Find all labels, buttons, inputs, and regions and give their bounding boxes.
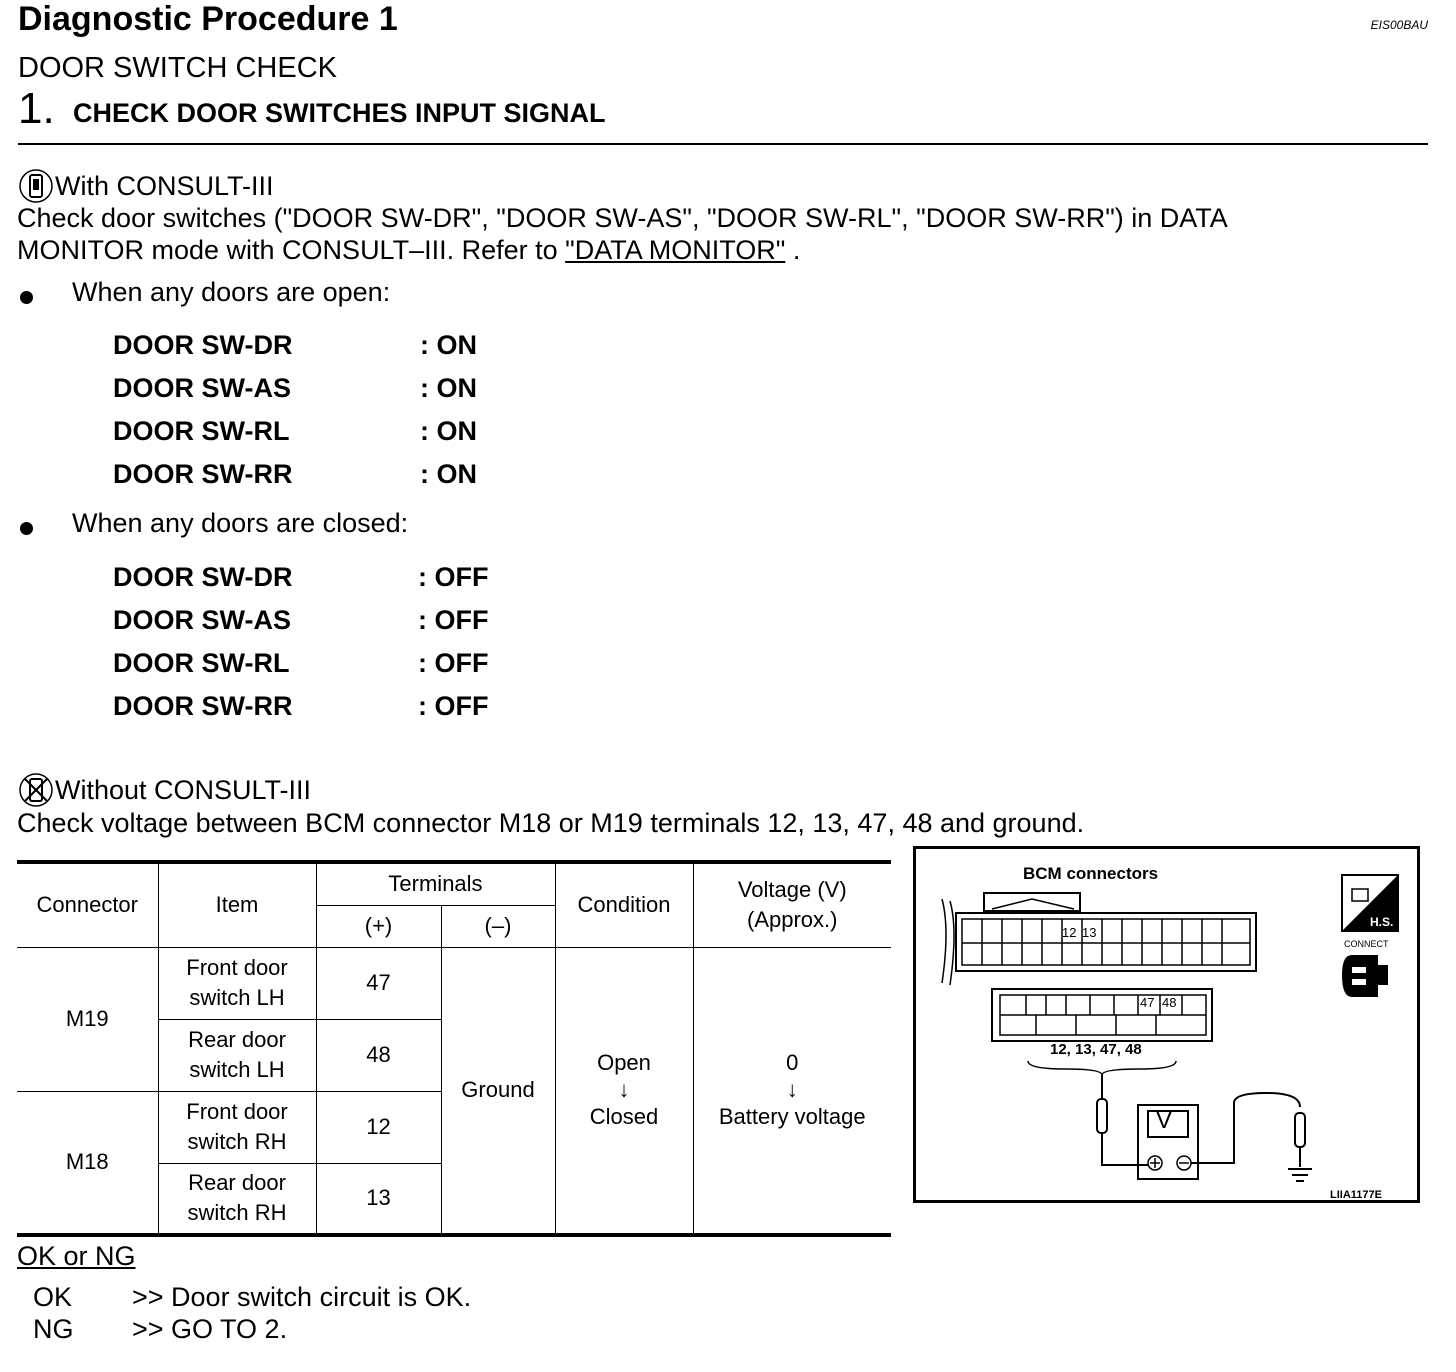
plus-cell: 13 [316, 1163, 441, 1235]
pin-label-47: 47 [1140, 995, 1155, 1010]
pin-label-12: 12 [1062, 925, 1077, 940]
header-voltage [693, 862, 891, 947]
header-condition: Condition [555, 862, 693, 947]
connector-diagram [916, 849, 1417, 1200]
header-minus: (–) [441, 905, 555, 947]
condition-closed: Closed [589, 1104, 659, 1130]
open-item-value: : ON [420, 459, 477, 489]
open-item-name: DOOR SW-RR [113, 459, 293, 489]
section-subtitle: DOOR SWITCH CHECK [18, 52, 337, 84]
bullet [20, 291, 33, 304]
open-heading: When any doors are open: [72, 277, 391, 307]
plus-cell: 47 [316, 947, 441, 1019]
open-item-value: : ON [420, 373, 477, 403]
connect-label: CONNECT [1344, 939, 1389, 949]
closed-heading: When any doors are closed: [72, 508, 409, 538]
closed-item-name: DOOR SW-RL [113, 648, 290, 678]
item-cell [158, 947, 316, 1019]
closed-item-name: DOOR SW-DR [113, 562, 293, 592]
header-voltage-line2: (Approx.) [747, 907, 838, 933]
open-item-name: DOOR SW-DR [113, 330, 293, 360]
consult-instruction-line2 [17, 235, 800, 266]
item-cell [158, 1163, 316, 1235]
plus-cell: 12 [316, 1091, 441, 1163]
item-line1: Front door [186, 1099, 288, 1124]
voltmeter-label: V [1156, 1107, 1173, 1134]
instruction-text: MONITOR mode with CONSULT–III. Refer to [17, 235, 566, 265]
consult-icon [18, 168, 54, 204]
connector-cell: M19 [17, 947, 158, 1091]
item-cell [158, 1019, 316, 1091]
figure-code: LIIA1177E [1330, 1189, 1382, 1201]
ok-key: OK [33, 1282, 73, 1312]
item-line1: Front door [186, 955, 288, 980]
instruction-suffix: . [785, 235, 801, 265]
item-line2: switch LH [189, 1057, 285, 1082]
header-plus: (+) [316, 905, 441, 947]
table-row [17, 947, 891, 1019]
consult-instruction-line1: Check door switches ("DOOR SW-DR", "DOOR SW-AS", "DOOR SW-RL", "DOOR SW-RR") in DATA [17, 203, 1228, 233]
without-consult-label: Without CONSULT-III [55, 775, 312, 805]
ok-text: >> Door switch circuit is OK. [132, 1282, 472, 1312]
voltage-value-a: 0 [786, 1050, 799, 1076]
with-consult-label: With CONSULT-III [55, 171, 274, 201]
figure-title: BCM connectors [1023, 864, 1159, 883]
pin-label-13: 13 [1082, 925, 1097, 940]
voltage-cell [693, 947, 891, 1235]
no-consult-icon [18, 772, 54, 808]
ng-key: NG [33, 1314, 74, 1344]
closed-item-value: : OFF [418, 691, 489, 721]
header-connector: Connector [17, 862, 158, 947]
arrow-down-icon: ↓ [786, 1077, 798, 1103]
header-divider [18, 143, 1428, 145]
terminals-label: 12, 13, 47, 48 [1050, 1041, 1142, 1058]
closed-item-name: DOOR SW-RR [113, 691, 293, 721]
closed-item-value: : OFF [418, 562, 489, 592]
item-line1: Rear door [188, 1170, 286, 1196]
item-line2: switch RH [187, 1129, 287, 1154]
item-line1: Rear door [188, 1027, 286, 1052]
open-item-name: DOOR SW-AS [113, 373, 291, 403]
closed-item-value: : OFF [418, 605, 489, 635]
hs-label: H.S. [1370, 915, 1394, 929]
minus-cell: Ground [441, 947, 555, 1235]
without-instruction: Check voltage between BCM connector M18 or M19 terminals 12, 13, 47, 48 and ground. [17, 808, 1085, 838]
closed-item-value: : OFF [418, 648, 489, 678]
header-voltage-line1: Voltage (V) [737, 877, 847, 903]
result-heading: OK or NG [17, 1241, 136, 1271]
step-number: 1. [18, 84, 55, 133]
page-title: Diagnostic Procedure 1 [18, 0, 398, 38]
condition-cell [555, 947, 693, 1235]
open-item-value: : ON [420, 416, 477, 446]
pin-label-48: 48 [1162, 995, 1177, 1010]
doc-code: EIS00BAU [1370, 18, 1428, 32]
item-line2: switch RH [187, 1200, 287, 1226]
arrow-down-icon: ↓ [618, 1077, 630, 1103]
item-line2: switch LH [189, 985, 285, 1010]
condition-open: Open [597, 1050, 651, 1076]
plus-cell: 48 [316, 1019, 441, 1091]
step-title: CHECK DOOR SWITCHES INPUT SIGNAL [73, 98, 606, 128]
voltage-value-b: Battery voltage [718, 1104, 866, 1130]
header-terminals: Terminals [316, 862, 555, 905]
connector-cell: M18 [17, 1091, 158, 1235]
ng-text: >> GO TO 2. [132, 1314, 288, 1344]
voltage-table [17, 860, 891, 1237]
open-item-name: DOOR SW-RL [113, 416, 290, 446]
open-item-value: : ON [420, 330, 477, 360]
item-cell [158, 1091, 316, 1163]
data-monitor-link[interactable]: "DATA MONITOR" [565, 235, 786, 265]
bullet [20, 522, 33, 535]
header-item: Item [158, 862, 316, 947]
closed-item-name: DOOR SW-AS [113, 605, 291, 635]
bcm-connector-figure [913, 846, 1420, 1203]
